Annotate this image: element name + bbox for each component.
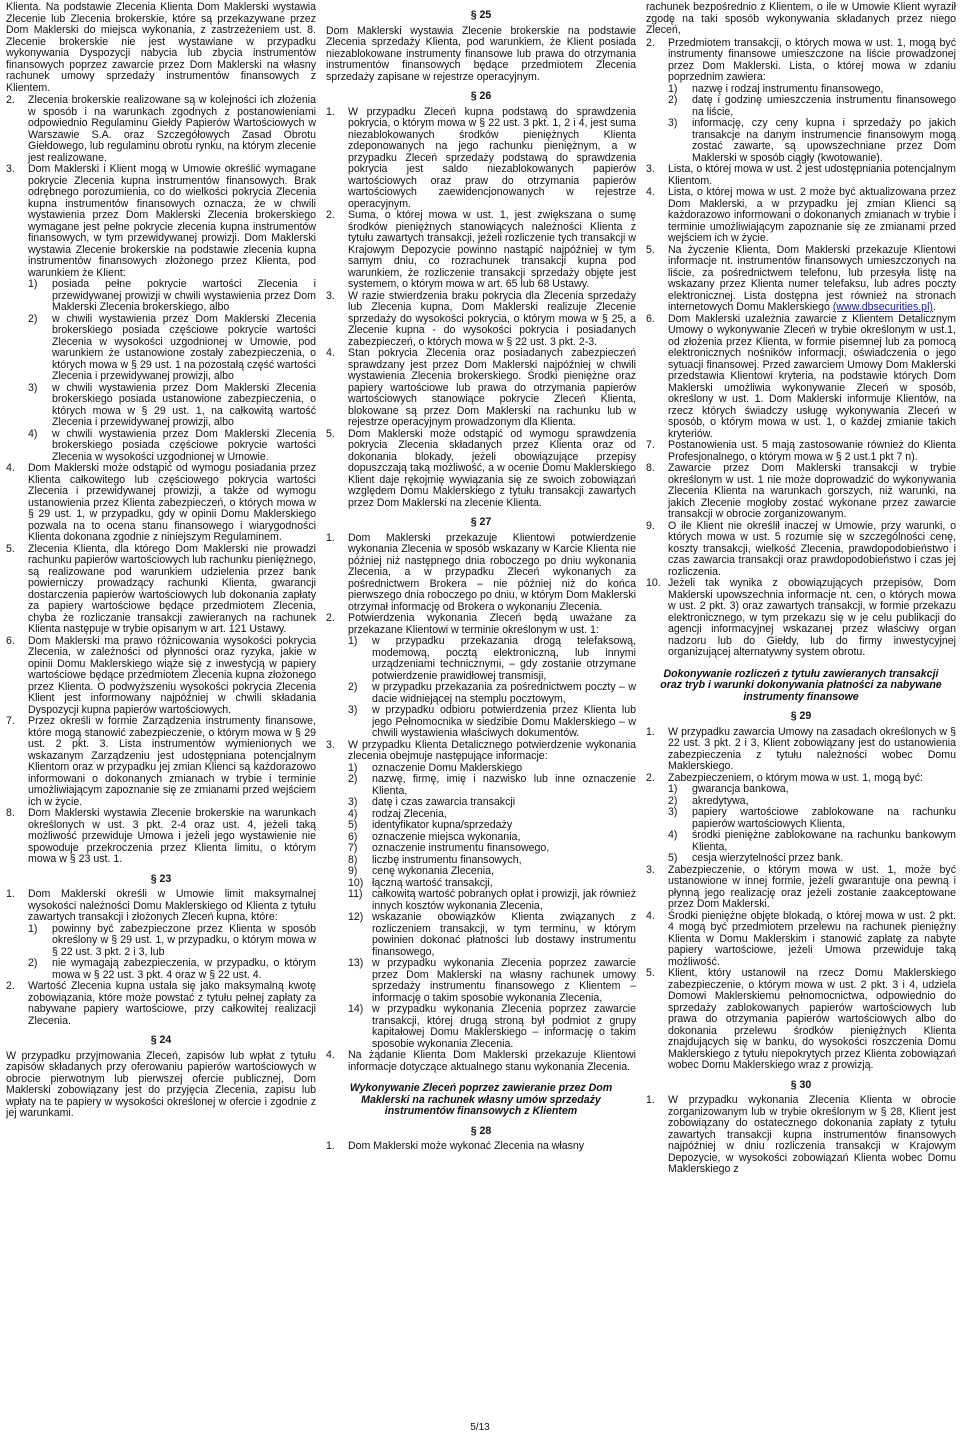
item-text — [348, 1141, 636, 1153]
item-text-content: Środki pieniężne objęte blokadą, o której mowa w ust. 2 pkt. 4 mogą być przedmiotem przelewu na rachunek pieniężny Klienta w Domu Maklerskim i stanowić zapłatę za nabyte papiery wartościowe, jeżeli Umowa przewiduje taką możliwość. — [668, 909, 956, 968]
item-number: 2. — [326, 612, 335, 624]
item-text-content: Postanowienia ust. 5 mają zastosowanie również do Klienta Profesjonalnego, o którym mowa w § 2 ust.1 pkt 7 n). — [668, 439, 956, 463]
item-text — [28, 95, 316, 164]
numbered-item — [326, 210, 636, 291]
item-text-content: liczbę instrumentu finansowych, — [372, 853, 522, 866]
item-number: 3) — [348, 704, 358, 716]
item-text — [348, 429, 636, 510]
section-heading: § 25 — [470, 9, 492, 21]
item-text-content: Lista, o której mowa w ust. 2 może być aktualizowana przez Dom Maklerski, a w przypadku jej zmian Klienci są każdorazowo informowani o dokonanych zmianach w trybie i terminie umożliwiającym zapoznanie się ze zmianami przed wejściem ich w życie. — [668, 186, 956, 244]
item-text-content: posiada pełne pokrycie wartości Zlecenia i przewidywanej prowizji w chwili wystawienia przez Dom Maklerski Zlecenia brokerskiego, albo — [52, 278, 316, 313]
item-number: 10. — [646, 577, 661, 589]
item-number: 10) — [348, 876, 364, 889]
item-text — [52, 429, 316, 464]
item-text-content: całkowitą wartość pobranych opłat i prowizji, jak również innych kosztów wykonania Zlecenia, — [372, 888, 636, 912]
item-text-content: informację, czy ceny kupna i sprzedaży po jakich transakcje na danym instrumencie finansowym mogą zostać zawarte, są upowszechniane przez Dom Maklerski w sposób ciągły (kwotowanie). — [692, 117, 956, 164]
numbered-item — [646, 314, 956, 441]
section-heading: § 24 — [150, 1034, 172, 1046]
sub-item — [28, 383, 316, 429]
item-text-content: Dom Maklerski przekazuje Klientowi potwierdzenie wykonania Zlecenia w sposób wskazany w Karcie Klienta nie później niż następnego dnia roboczego po dniu wykonania Zlecenia, a w przypadku Zleceń wykonanych za pośrednictwem Brokera – nie później niż do końca pierwszego dnia roboczego po dniu, w którym Dom Maklerski otrzymał informację od Brokera o wykonaniu Zlecenia. — [348, 531, 636, 613]
item-text — [668, 463, 956, 521]
item-text — [668, 865, 956, 911]
sub-item — [668, 118, 956, 164]
section-heading: § 28 — [470, 1124, 492, 1137]
item-text — [668, 187, 956, 245]
item-text-content: oznaczenie miejsca wykonania, — [372, 830, 521, 843]
item-text-content: datę i godzinę umieszczenia instrumentu finansowego na liście, — [692, 94, 956, 118]
item-text — [372, 636, 636, 682]
item-text-content: Dom Maklerski określi w Umowie limit maksymalnej wysokości należności Domu Maklerskiego od Klienta z tytułu zawartych transakcji i złożonych Zleceń kupna, które: — [28, 888, 316, 923]
item-number: 1. — [646, 1094, 655, 1106]
item-text — [668, 521, 956, 579]
paragraph: rachunek bezpośrednio z Klientem, o ile w Umowie Klient wyraził zgodę na taki sposób wykonywania składanych przez niego Zleceń, — [646, 2, 956, 36]
item-number: 2. — [326, 209, 335, 221]
numbered-item — [646, 245, 956, 314]
sub-item — [668, 830, 956, 853]
item-number: 1. — [6, 888, 15, 900]
numbered-item — [6, 889, 316, 924]
item-number: 3. — [326, 738, 335, 751]
item-number: 1. — [646, 725, 655, 738]
numbered-item — [646, 1095, 956, 1176]
item-text — [668, 440, 956, 463]
numbered-item — [646, 440, 956, 463]
item-text-content: Przez określi w formie Zarządzenia instrumenty finansowe, które mogą stanowić zabezpieczenie, o którym mowa w § 29 ust. 2 pkt. 3. Lista instrumentów wymienionych we wskazanym Zarządzeniu jest udostępniana potencjalnym Klientom oraz w przypadku jej zmian Klienci są każdorazowo informowani o dokonanych zmianach w trybie i terminie umożliwiającym zapoznanie się ze zmianami przed wejściem ich w życie. — [28, 715, 316, 808]
item-text-content: Wartość Zlecenia kupna ustala się jako maksymalną kwotę zobowiązania, które może powstać z tytułu pełnej zapłaty za nabywane papiery wartościowe, przy całkowitej realizacji Zlecenia. — [28, 980, 316, 1027]
sub-item — [348, 958, 636, 1004]
item-text-content: Dom Maklerski może odstąpić od wymogu posiadania przez Klienta całkowitego lub częściowego pokrycia wartości Zlecenia i przewidywanej prowizji, a także od wymogu ustanowienia przez Klienta zabezpieczeń, o których mowa w § 29 ust. 1, w przypadku, gdy w opinii Domu Maklerskiego pozwala na to ocena stanu finansowego i wiarygodności Klienta dokonana zgodnie z niniejszym Regulaminem. — [28, 462, 316, 543]
numbered-item — [326, 291, 636, 349]
item-number: 1. — [326, 105, 335, 118]
item-text — [348, 348, 636, 429]
item-text — [668, 164, 956, 187]
item-number: 3) — [28, 381, 38, 394]
item-text — [372, 705, 636, 740]
item-number: 1. — [326, 531, 335, 544]
item-text — [372, 774, 636, 797]
sub-item — [348, 682, 636, 705]
item-text-content: W przypadku zawarcia Umowy na zasadach określonych w § 22 ust. 3 pkt. 2 i 3, Klient zobowiązany jest do ustanowienia zabezpieczenia z tytułu należności wobec Domu Maklerskiego. — [668, 725, 956, 772]
sub-item — [348, 636, 636, 682]
item-text-content: rodzaj Zlecenia, — [372, 807, 447, 820]
numbered-item — [646, 187, 956, 245]
item-number: 4) — [348, 807, 358, 820]
item-text — [668, 1095, 956, 1176]
item-text-content: łączną wartość transakcji, — [372, 876, 493, 889]
item-number: 3. — [326, 289, 335, 302]
item-text-content: powinny być zabezpieczone przez Klienta w sposób określony w § 29 ust. 1, w przypadku, o którym mowa w § 22 ust. 3 pkt. 2 i 3, lub — [52, 922, 316, 958]
item-text — [692, 95, 956, 118]
column-left — [6, 2, 316, 1412]
item-text — [348, 107, 636, 211]
item-number: 3) — [348, 796, 358, 808]
sub-item — [348, 705, 636, 740]
item-number: 13) — [348, 957, 364, 969]
item-text — [28, 164, 316, 279]
sub-item — [28, 429, 316, 464]
item-number: 5) — [348, 819, 358, 831]
numbered-item — [6, 95, 316, 164]
column-middle — [326, 2, 636, 1412]
numbered-item — [646, 38, 956, 84]
item-number: 12) — [348, 911, 364, 923]
numbered-item — [326, 1141, 636, 1153]
item-text-content: oznaczenie instrumentu finansowego, — [372, 842, 550, 854]
item-number: 5. — [646, 243, 655, 256]
sub-item — [668, 807, 956, 830]
numbered-item — [6, 164, 316, 279]
item-text — [52, 279, 316, 314]
item-number: 8. — [646, 462, 655, 474]
item-text-content: papiery wartościowe zablokowane na rachunku papierów wartościowych Klienta, — [692, 806, 956, 830]
item-number: 3. — [6, 163, 15, 175]
item-number: 4) — [28, 427, 38, 440]
item-text — [28, 716, 316, 808]
numbered-item — [646, 968, 956, 1072]
item-text-content: W przypadku wykonania Zlecenia Klienta w obrocie zorganizowanym lub w trybie określonym w § 28, Klient jest zobowiązany do ostatecznego dokonania zapłaty z tytułu zawartych transakcji kupna instrumentów finansowych najpóźniej w dniu rozliczenia transakcji w Krajowym Depozycie, w wysokości zobowiązań Klienta wobec Domu Maklerskiego z — [668, 1094, 956, 1175]
item-number: 1) — [28, 922, 38, 935]
item-number: 1) — [668, 82, 678, 95]
numbered-item — [326, 1050, 636, 1073]
item-text-content: w przypadku przekazania drogą telefaksową, modemową, pocztą elektroniczną, lub innymi urządzeniami technicznymi, – gdy zostanie otrzymane potwierdzenie prawidłowej transmisji, — [372, 635, 636, 682]
item-text-content: wskazanie obowiązków Klienta związanych z rozliczeniem transakcji, w tym terminu, w którym powinien dokonać płatności lub dostawy instrumentu finansowego, — [372, 911, 636, 958]
item-number: 2. — [646, 771, 655, 784]
item-text — [372, 1004, 636, 1050]
item-number: 2) — [668, 94, 678, 106]
section-heading: § 26 — [470, 90, 492, 102]
item-number: 2) — [668, 794, 678, 807]
numbered-item — [326, 613, 636, 636]
item-number: 5. — [6, 542, 15, 555]
item-text — [668, 245, 956, 314]
item-number: 11) — [348, 888, 363, 900]
item-text-content: Dom Maklerski i Klient mogą w Umowie określić wymagane pokrycie Zlecenia kupna instrumentów finansowych. Brak odrębnego porozumienia, co do wielkości pokrycia Zlecenia kupna instrumentów finansowych oznacza, że w chwili wystawienia przez Dom Maklerski Zlecenia brokerskiego wymagane jest pełne pokrycie zlecenia kupna instrumentów finansowych, w tym przewidywanej prowizji. Dom Maklerski wystawia Zlecenie brokerskie na podstawie zlecenia kupna instrumentów finansowych złożonego przez Klienta, pod warunkiem że Klient: — [28, 163, 316, 279]
item-text-content: Dom Maklerski ma prawo różnicowania wysokości pokrycia Zlecenia, w zależności od płynności oraz ryzyka, jakie w opinii Domu Maklerskiego wiąże się z inwestycją w papiery wartościowe będące przedmiotem Zlecenia kupna złożonego przez Klienta. O podwyższeniu wysokości pokrycia Zlecenia Klient jest informowany najpóźniej w chwili składania Dyspozycji kupna papierów wartościowych. — [28, 634, 316, 716]
item-text-content: Stan pokrycia Zlecenia oraz posiadanych zabezpieczeń sprawdzany jest przez Dom Maklerski najpóźniej w chwili wystawienia Zlecenia brokerskiego. Środki pieniężne oraz papiery wartościowe lub prawa do otrzymania papierów wartościowych stanowiące pokrycie Zleceń Klienta, blokowane są przez Dom Maklerski na rachunku lub w rejestrze operacyjnym prowadzonym dla Klienta. — [348, 347, 636, 428]
sub-item — [348, 912, 636, 958]
item-text-content: nazwę, firmę, imię i nazwisko lub inne oznaczenie Klienta, — [372, 773, 636, 797]
item-text — [52, 383, 316, 429]
item-number: 9) — [348, 865, 358, 877]
section-heading: § 27 — [470, 516, 492, 528]
item-text-content: Na żądanie Klienta Dom Maklerski przekazuje Klientowi informacje dotyczące aktualnego stanu wykonania Zlecenia. — [348, 1049, 636, 1073]
item-number: 8. — [6, 807, 15, 819]
item-number: 3. — [646, 863, 655, 876]
numbered-item — [6, 636, 316, 717]
item-number: 1) — [28, 278, 38, 290]
item-text-content: Zlecenia brokerskie realizowane są w kolejności ich złożenia w sposób i na warunkach zgodnych z postanowieniami odpowiednio Regulaminu Giełdy Papierów Wartościowych w Warszawie S.A. oraz Szczegółowych Zasad Obrotu Giełdowego, lub regulaminu obrotu rynku, na którym zlecenie jest realizowane. — [28, 94, 316, 164]
item-number: 4. — [646, 186, 655, 198]
item-text — [28, 808, 316, 866]
item-text-content: Na życzenie Klienta, Dom Maklerski przekazuje Klientowi informacje nt. instrumentów finansowych umieszczonych na liście, za pośrednictwem telefonu, lub przesyła listę na wskazany przez Klienta numer telefaksu, lub adres poczty elektronicznej. Lista dostępna jest również na stronach internetowych Domu Maklerskiego — [668, 243, 956, 313]
item-text-content: nazwę i rodzaj instrumentu finansowego, — [692, 82, 884, 95]
document-columns — [6, 2, 956, 1412]
numbered-item — [326, 533, 636, 614]
item-number: 7) — [348, 842, 358, 854]
sub-item — [28, 958, 316, 981]
numbered-item — [326, 429, 636, 510]
numbered-item — [646, 578, 956, 659]
item-number: 1) — [348, 761, 358, 774]
item-number: 5. — [326, 427, 335, 440]
numbered-item — [6, 808, 316, 866]
item-number: 3. — [646, 163, 655, 175]
item-text — [692, 118, 956, 164]
item-text-content: Zabezpieczeniem, o którym mowa w ust. 1, mogą być: — [668, 771, 923, 784]
item-text-content: cesja wierzytelności przez bank. — [692, 852, 844, 864]
numbered-item — [646, 911, 956, 969]
item-text-content: w przypadku wykonania Zlecenia poprzez zawarcie transakcji, której drugą stroną był podmiot z grupy kapitałowej Domu Maklerskiego – informację o takim sposobie wykonania Zlecenia. — [372, 1003, 636, 1050]
item-text-content: w chwili wystawienia przez Dom Maklerski Zlecenia brokerskiego posiada częściowe pokrycie wartości Zlecenia w wysokości uzgodnionej w Umowie. — [52, 427, 316, 463]
item-text-content: w przypadku odbioru potwierdzenia przez Klienta lub jego Pełnomocnika w siedzibie Domu Maklerskiego – w chwili wystawienia właściwych dokumentów. — [372, 704, 636, 739]
item-number: 2. — [6, 94, 15, 106]
item-text — [668, 38, 956, 84]
item-text — [28, 463, 316, 544]
item-text-content: gwarancja bankowa, — [692, 783, 789, 795]
item-text-content: w przypadku wykonania Zlecenia poprzez zawarcie przez Dom Maklerski na własny rachunek umowy sprzedaży instrumentu finansowego z Klientem – informację o takim sposobie wykonania Zlecenia, — [372, 957, 636, 1004]
item-number: 6. — [646, 312, 655, 325]
item-text — [668, 578, 956, 659]
item-text — [52, 924, 316, 959]
item-text-content: W razie stwierdzenia braku pokrycia dla Zlecenia sprzedaży lub Zlecenia kupna, Dom Maklerski realizuje Zlecenie sprzedaży do wysokości pokrycia, o którym mowa w § 25, a Zlecenie kupna - do wysokości pokrycia i posiadanych zabezpieczeń, o których mowa w § 22 ust. 3 pkt. 2-3. — [348, 289, 636, 348]
item-text — [668, 727, 956, 773]
item-number: 4. — [6, 462, 15, 474]
section-heading: § 30 — [790, 1078, 812, 1091]
item-text-content: Suma, o której mowa w ust. 1, jest zwiększana o sumę środków pieniężnych stanowiących należności Klienta z tytułu zawartych transakcji, jeżeli rozliczenie tych transakcji w Krajowym Depozycie powinno nastąpić najpóźniej w tym samym dniu, co rozrachunek transakcji kupna pod warunkiem, że rozliczenie transakcji sprzedaży objęte jest systemem, o którym mowa w art. 65 lub 68 Ustawy. — [348, 209, 636, 290]
sub-item — [348, 774, 636, 797]
item-text — [348, 740, 636, 763]
item-text-content: w przypadku przekazania za pośrednictwem poczty – w dacie widniejącej na stemplu pocztowym, — [372, 681, 636, 705]
item-number: 8) — [348, 853, 358, 866]
numbered-item — [646, 865, 956, 911]
item-text-content: nie wymagają zabezpieczenia, w przypadku, o którym mowa w § 22 ust. 3 pkt. 4 oraz w § 22 ust. 4. — [52, 957, 316, 981]
item-text-content: Dom Maklerski może wykonać Zlecenia na własny — [348, 1140, 585, 1152]
item-text-content: Zawarcie przez Dom Maklerski transakcji w trybie określonym w ust. 1 nie może doprowadzić do wykonywania Zlecenia Klienta na warunkach gorszych, niż warunki, na jakich Zlecenie mogłoby zostać wykonane przez zawarcie transakcji w obrocie zorganizowanym. — [668, 462, 956, 520]
item-text — [348, 1050, 636, 1073]
item-number: 4) — [668, 829, 678, 841]
item-text-content: Klient, który ustanowił na rzecz Domu Maklerskiego zabezpieczenie, o którym mowa w ust. 2 pkt. 3 i 4, udziela Domowi Maklerskiemu pełnomocnictwa, odpowiednio do sprzedaży zablokowanych papierów wartościowych lub prawa do otrzymania papierów wartościowych albo do dokonania przelewu środków pieniężnych Klienta znajdujących się w banku, do wysokości roszczenia Domu Maklerskiego z tytułu niepokrytych przez Klienta zobowiązań wobec Domu Maklerskiego wraz z prowizją. — [668, 967, 956, 1071]
section-heading: § 23 — [150, 872, 172, 885]
item-number: 2) — [348, 681, 358, 693]
item-text — [28, 981, 316, 1027]
item-text-content: oznaczenie Domu Maklerskiego — [372, 761, 523, 774]
item-text-content: cenę wykonania Zlecenia, — [372, 865, 494, 877]
item-text-content: Potwierdzenia wykonania Zleceń będą uważane za przekazane Klientowi w terminie określonym w ust. 1: — [348, 612, 636, 636]
item-text — [692, 830, 956, 853]
item-number: 1) — [668, 783, 678, 795]
item-text-tail: . — [932, 301, 936, 313]
item-text — [28, 889, 316, 924]
item-number: 5) — [668, 852, 678, 864]
item-number: 6) — [348, 830, 358, 843]
item-text-content: Dom Maklerski wystawia Zlecenie brokerskie na warunkach określonych w ust. 3 pkt. 2-4 oraz ust. 4, jeżeli taką możliwość przewiduje Umowa i jeżeli jego wystawienie nie spowoduje przekroczenia przez Klienta limitu, o którym mowa w § 23 ust. 1. — [28, 807, 316, 865]
numbered-item — [646, 463, 956, 521]
item-text-content: Dom Maklerski może odstąpić od wymogu sprawdzenia pokrycia Zlecenia składanych przez Klienta oraz od dokonania blokady, jeżeli obowiązujące przepisy dopuszczają taką możliwość, a w ocenie Domu Maklerskiego Klient daje rękojmię wywiązania się ze swoich zobowiązań względem Domu Maklerskiego z tytułu transakcji zawartych przez Dom Maklerski na zlecenie Klienta. — [348, 427, 636, 509]
item-text-content: Przedmiotem transakcji, o których mowa w ust. 1, mogą być instrumenty finansowe umieszczone na liście prowadzonej przez Dom Maklerski. Lista, o której mowa w zdaniu poprzednim zawiera: — [668, 36, 956, 83]
item-number: 3) — [668, 806, 678, 818]
numbered-item — [646, 521, 956, 579]
item-text-content: W przypadku Klienta Detalicznego potwierdzenie wykonania zlecenia obejmuje następujące informacje: — [348, 738, 636, 762]
item-number: 1) — [348, 635, 358, 647]
item-text-content: identyfikator kupna/sprzedaży — [372, 819, 513, 831]
chapter-title: Wykonywanie Zleceń poprzez zawieranie przez Dom Maklerski na rachunek własny umów sprzedaży instrumentów finansowych z Klientem — [349, 1082, 613, 1117]
chapter-title: Dokonywanie rozliczeń z tytułu zawieranych transakcji oraz tryb i warunki dokonywania płatności za nabywane instrumenty finansowe — [660, 667, 942, 703]
numbered-item — [6, 716, 316, 808]
item-text — [52, 958, 316, 981]
item-text-content: środki pieniężne zablokowane na rachunku bankowym Klienta, — [692, 829, 956, 853]
sub-item — [28, 924, 316, 959]
sub-item — [348, 1004, 636, 1050]
numbered-item — [326, 348, 636, 429]
item-text-content: Jeżeli tak wynika z obowiązujących przepisów, Dom Maklerski upowszechnia informacje nt. cen, o których mowa w ust. 2 pkt. 3) oraz zawartych transakcji, w formie przekazu elektronicznego, w tym przekazu się w je celu publikacji do agencji informacyjnej wskazanej przez właściwy organ nadzoru lub do Giełdy, lub do firmy inwestycyjnej organizującej alternatywny system obrotu. — [668, 577, 956, 658]
item-text-content: Zabezpieczenie, o którym mowa w ust. 1, może być ustanowione w innej formie, jeżeli gwarantuje ona pewną i płynną jego realizację oraz jeżeli zostanie zaakceptowane przez Dom Maklerski. — [668, 863, 956, 910]
item-text — [28, 544, 316, 636]
item-text — [668, 968, 956, 1072]
item-number: 3) — [668, 117, 678, 129]
item-number: 6. — [6, 634, 15, 647]
item-text-content: w chwili wystawienia przez Dom Maklerski Zlecenia brokerskiego posiada ustanowione zabezpieczenia, o których mowa w § 29 ust. 1, na całkowitą wartość Zlecenia i przewidywanej prowizji, albo — [52, 381, 316, 428]
numbered-item — [646, 164, 956, 187]
item-text — [348, 613, 636, 636]
sub-item — [668, 95, 956, 118]
item-text — [668, 911, 956, 969]
page-number: 5/13 — [470, 1422, 490, 1433]
item-text — [372, 958, 636, 1004]
item-text — [28, 636, 316, 717]
item-number: 4. — [326, 1049, 335, 1061]
item-text — [372, 682, 636, 705]
item-number: 2) — [28, 312, 38, 325]
numbered-item — [646, 727, 956, 773]
website-link[interactable]: (www.dbsecurities.pl) — [832, 301, 933, 313]
numbered-item — [326, 740, 636, 763]
paragraph: Dom Maklerski wystawia Zlecenie brokerskie na podstawie Zlecenia sprzedaży Klienta, pod warunkiem, że Klient posiada niezablokowane instrumenty finansowe lub prawa do otrzymania instrumentów finansowych będące przedmiotem Zlecenia sprzedaży zapisane w rejestrze operacyjnym. — [326, 24, 636, 83]
item-number: 4. — [646, 909, 655, 922]
item-number: 5. — [646, 967, 655, 979]
item-text — [348, 210, 636, 291]
numbered-item — [6, 981, 316, 1027]
item-number: 2) — [28, 957, 38, 969]
numbered-item — [6, 544, 316, 636]
item-number: 7. — [646, 439, 655, 451]
numbered-item — [6, 463, 316, 544]
item-text — [348, 533, 636, 614]
item-text-content: Dom Maklerski uzależnia zawarcie z Klientem Detalicznym Umowy o wykonywanie Zleceń w trybie określonym w ust.1, od złożenia przez Klienta, w formie pisemnej lub za pomocą elektronicznych nośników informacji, oświadczenia o jego sytuacji finansowej. Przed zawarciem Umowy Dom Maklerski przedstawia Klientowi kryteria, na podstawie których Dom Maklerski umożliwia wykonywanie Zleceń w sposób, określony w ust. 1. Dom Maklerski informuje Klientów, na rzecz których świadczy usługę wykonywania Zleceń w sposób, o którym mowa w ust. 1, o każdej zmianie takich kryteriów. — [668, 312, 956, 440]
column-right — [646, 2, 956, 1412]
item-text — [52, 314, 316, 383]
paragraph: Klienta. Na podstawie Zlecenia Klienta Dom Maklerski wystawia Zlecenie lub Zlecenia brokerskie, które są przekazywane przez Dom Maklerski do miejsca wykonania, z zastrzeżeniem ust. 8. Zlecenie brokerskie nie jest wystawiane w przypadku wykonywania Dyspozycji nabycia lub zbycia instrumentów finansowych poprzez zawarcie przez Dom Maklerski na własny rachunek umowy sprzedaży instrumentów finansowych z Klientem. — [6, 2, 316, 94]
item-text — [692, 807, 956, 830]
item-text-content: akredytywa, — [692, 794, 749, 807]
item-text — [348, 291, 636, 349]
item-number: 1. — [326, 1140, 335, 1152]
item-text-content: datę i czas zawarcia transakcji — [372, 796, 516, 808]
item-number: 7. — [6, 715, 15, 727]
item-number: 14) — [348, 1003, 364, 1015]
section-heading: § 29 — [790, 710, 812, 722]
item-text — [372, 912, 636, 958]
sub-item — [348, 889, 636, 912]
item-number: 2) — [348, 773, 358, 785]
item-text-content: Lista, o której mowa w ust. 2 jest udostępniania potencjalnym Klientom. — [668, 163, 956, 187]
item-text-content: w chwili wystawienia przez Dom Maklerski Zlecenia brokerskiego posiada częściowe pokrycie wartości Zlecenia w wysokości uzgodnionej w Umowie, pod warunkiem że ustanowione zostały zabezpieczenia, o których mowa w § 29 ust. 1 na pozostałą część wartości Zlecenia i przewidywanej prowizji, albo — [52, 312, 316, 382]
item-text — [372, 889, 636, 912]
item-text-content: Zlecenia Klienta, dla którego Dom Maklerski nie prowadzi rachunku papierów wartościowych lub rachunku pieniężnego, są realizowane pod warunkiem udzielenia przez bank powierniczy prowadzący rachunki Klienta, gwarancji dostarczenia papierów wartościowych lub dokonania zapłaty za papiery wartościowe będące przedmiotem Zlecenia, chyba że rozliczanie transakcji zawieranych na rachunek Klienta następuje w trybie opisanym w art. 121 Ustawy. — [28, 542, 316, 635]
item-number: 2. — [6, 980, 15, 992]
item-number: 4. — [326, 347, 335, 359]
item-number: 2. — [646, 36, 655, 49]
sub-item — [28, 279, 316, 314]
item-text-content: O ile Klient nie określił inaczej w Umowie, przy warunki, o których mowa w ust. 5 rozumie się w szczególności cenę, koszty transakcji, wielkość Zlecenia, prawdopodobieństwo i czas zawarcia transakcji oraz prawdopodobieństwo i czas jej rozliczenia. — [668, 519, 956, 578]
item-number: 9. — [646, 519, 655, 532]
sub-item — [28, 314, 316, 383]
paragraph: W przypadku przyjmowania Zleceń, zapisów lub wpłat z tytułu zapisów składanych przy oferowaniu papierów wartościowych w obrocie pierwotnym lub pierwszej ofercie publicznej, Dom Maklerski zobowiązany jest do przyjęcia Zlecenia, zapisu lub wpłaty na te papiery w wysokości określonej w ofercie i zgodnie z jej warunkami. — [6, 1049, 316, 1119]
item-text-content: W przypadku Zleceń kupna podstawą do sprawdzenia pokrycia, o którym mowa w § 22 ust. 3 pkt. 1, 2 i 4, jest suma niezablokowanych środków pieniężnych Klienta zdeponowanych na jego rachunku pieniężnym, a w przypadku Zleceń sprzedaży podstawą do sprawdzenia pokrycia jest saldo niezablokowanych papierów wartościowych oraz praw do otrzymania papierów wartościowych zaewidencjonowanych w rejestrze operacyjnym. — [348, 105, 636, 210]
item-text — [668, 314, 956, 441]
numbered-item — [326, 107, 636, 211]
